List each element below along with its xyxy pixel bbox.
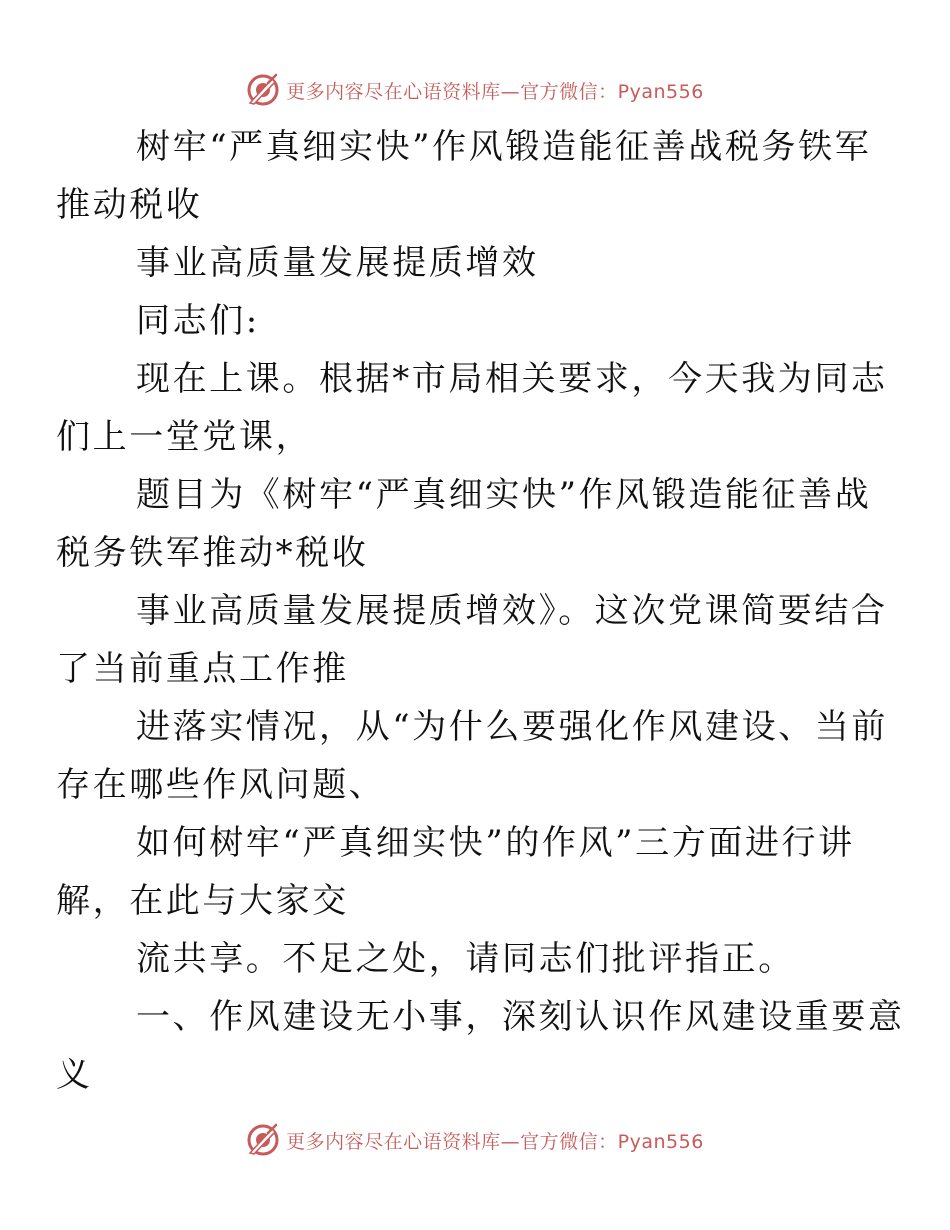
text-line: 事业高质量发展提质增效》。这次党课简要结合 [136, 591, 888, 631]
section-heading [56, 988, 905, 1104]
text-line: 义 [56, 1055, 93, 1095]
body-paragraph [56, 698, 888, 814]
text-line: 同志们: [136, 301, 260, 341]
watermark-id: Pyan556 [617, 1130, 704, 1153]
quill-seal-icon [246, 1123, 280, 1157]
text-line: 了当前重点工作推 [56, 649, 349, 689]
text-line: 流共享。不足之处，请同志们批评指正。 [136, 939, 795, 979]
text-line: 如何树牢“严真细实快”的作风”三方面进行讲 [136, 823, 855, 863]
title-continuation [96, 234, 856, 292]
text-line: 们上一堂党课， [56, 417, 313, 457]
header-watermark [0, 70, 950, 110]
body-paragraph [96, 930, 856, 988]
text-line: 事业高质量发展提质增效 [136, 243, 539, 283]
text-line: 树牢“严真细实快”作风锻造能征善战税务铁军 [136, 127, 872, 167]
body-paragraph [56, 466, 872, 582]
text-line: 进落实情况，从“为什么要强化作风建设、当前 [136, 707, 888, 747]
text-line: 题目为《树牢“严真细实快”作风锻造能征善战 [136, 475, 872, 515]
body-paragraph [56, 350, 888, 466]
text-line: 现在上课。根据*市局相关要求，今天我为同志 [136, 359, 888, 399]
body-paragraph [56, 814, 856, 930]
title-paragraph [56, 118, 872, 234]
quill-seal-icon [246, 73, 280, 107]
text-line: 推动税收 [56, 185, 203, 225]
watermark-text: 更多内容尽在心语资料库—官方微信：Pyan556 [286, 80, 704, 103]
salutation [96, 292, 856, 350]
text-line: 存在哪些作风问题、 [56, 765, 386, 805]
watermark-text: 更多内容尽在心语资料库—官方微信：Pyan556 [286, 1130, 704, 1153]
text-line: 税务铁军推动*税收 [56, 533, 369, 573]
footer-watermark [0, 1120, 950, 1160]
document-body [56, 118, 905, 1104]
text-line: 解，在此与大家交 [56, 881, 349, 921]
text-line: 一、作风建设无小事，深刻认识作风建设重要意 [136, 997, 905, 1037]
watermark-id: Pyan556 [617, 80, 704, 103]
body-paragraph [56, 582, 888, 698]
